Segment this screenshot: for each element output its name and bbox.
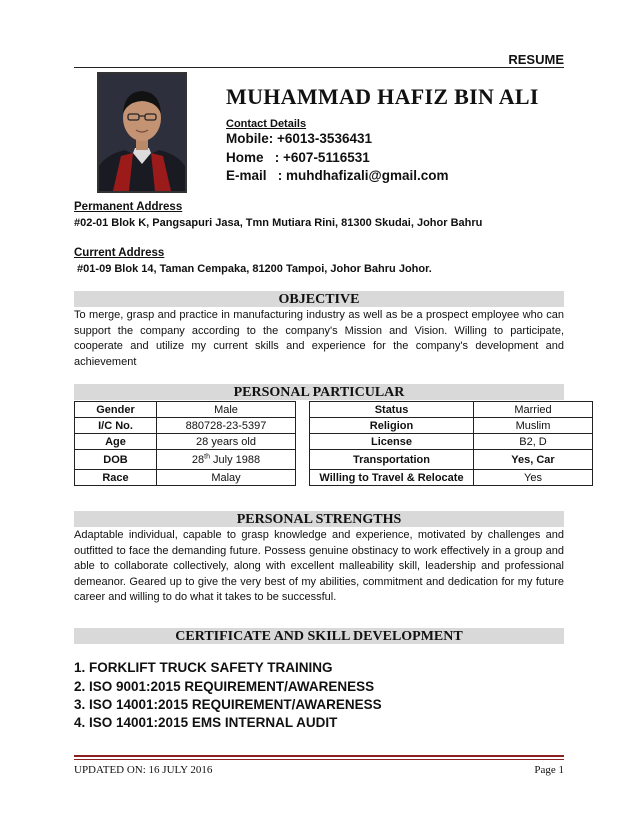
current-address-value: #01-09 Blok 14, Taman Cempaka, 81200 Tampoi, Johor Bahru Johor. bbox=[74, 263, 432, 275]
email-line bbox=[226, 168, 448, 183]
objective-heading: OBJECTIVE bbox=[74, 291, 564, 307]
table-value bbox=[157, 450, 296, 470]
table-label: Age bbox=[75, 434, 157, 450]
table-label: Gender bbox=[75, 402, 157, 418]
certificate-heading: CERTIFICATE AND SKILL DEVELOPMENT bbox=[74, 628, 564, 644]
table-row bbox=[310, 450, 593, 470]
contact-details-title: Contact Details bbox=[226, 118, 307, 130]
table-row bbox=[75, 402, 296, 418]
list-item: 2. ISO 9001:2015 REQUIREMENT/AWARENESS bbox=[74, 679, 375, 694]
person-photo-icon bbox=[99, 74, 185, 191]
table-value: Married bbox=[474, 402, 593, 418]
dob-day: 28 bbox=[191, 453, 205, 466]
table-label: DOB bbox=[75, 450, 157, 470]
candidate-name: MUHAMMAD HAFIZ BIN ALI bbox=[226, 84, 539, 109]
list-item: 1. FORKLIFT TRUCK SAFETY TRAINING bbox=[74, 660, 333, 675]
permanent-address-title: Permanent Address bbox=[74, 201, 183, 213]
resume-label: RESUME bbox=[508, 52, 564, 67]
dob-month-year: July 1988 bbox=[209, 453, 261, 466]
table-value: Yes, Car bbox=[474, 450, 593, 470]
table-label: Religion bbox=[310, 418, 474, 434]
table-row bbox=[310, 418, 593, 434]
mobile-label: Mobile: bbox=[226, 131, 274, 146]
table-row bbox=[75, 434, 296, 450]
list-item: 3. ISO 14001:2015 REQUIREMENT/AWARENESS bbox=[74, 697, 382, 712]
footer-divider bbox=[74, 755, 564, 757]
table-value: Muslim bbox=[474, 418, 593, 434]
objective-text: To merge, grasp and practice in manufacturing industry as well as be a prospect employee who can support the company according to the company's Mission and Vision. Willing to participate, cooperate and utilize my current skills and experience for the company's development and achievement bbox=[74, 309, 564, 368]
footer-divider-thin bbox=[74, 759, 564, 760]
page-number: Page 1 bbox=[534, 764, 564, 776]
mobile-value: +6013-3536431 bbox=[277, 131, 372, 146]
personal-strengths-text: Adaptable individual, capable to grasp knowledge and experience, motivated by challenges and outfitted to face the demanding future. Possess genuine obstinacy to work effectively in a group and able to collaborate collectively, along with excellent malleability skill, leadership and professional demeanor. Geared up to give the very best of my abilities, commitment and dedication for my future career and willing to do what it takes to be successful. bbox=[74, 529, 564, 604]
personal-particular-table-right bbox=[309, 401, 593, 486]
personal-particular-heading: PERSONAL PARTICULAR bbox=[74, 384, 564, 400]
email-label: E-mail : bbox=[226, 168, 283, 183]
dob-suffix: th bbox=[204, 452, 210, 460]
table-row bbox=[75, 470, 296, 486]
table-row bbox=[310, 434, 593, 450]
table-value: Malay bbox=[157, 470, 296, 486]
mobile-line bbox=[226, 131, 372, 146]
table-label: Status bbox=[310, 402, 474, 418]
home-label: Home : bbox=[226, 150, 280, 165]
home-value: +607-5116531 bbox=[283, 150, 370, 165]
profile-photo bbox=[97, 72, 187, 193]
table-value: 880728-23-5397 bbox=[157, 418, 296, 434]
table-row bbox=[310, 402, 593, 418]
current-address-title: Current Address bbox=[74, 247, 165, 259]
table-value: 28 years old bbox=[157, 434, 296, 450]
personal-strengths-heading: PERSONAL STRENGTHS bbox=[74, 511, 564, 527]
table-label: Race bbox=[75, 470, 157, 486]
table-row bbox=[310, 470, 593, 486]
home-line bbox=[226, 150, 370, 165]
table-row bbox=[75, 450, 296, 470]
table-label: Willing to Travel & Relocate bbox=[310, 470, 474, 486]
table-value: Yes bbox=[474, 470, 593, 486]
table-row bbox=[75, 418, 296, 434]
table-value: B2, D bbox=[474, 434, 593, 450]
table-label: License bbox=[310, 434, 474, 450]
permanent-address-value: #02-01 Blok K, Pangsapuri Jasa, Tmn Mutiara Rini, 81300 Skudai, Johor Bahru bbox=[74, 217, 483, 229]
table-label: Transportation bbox=[310, 450, 474, 470]
updated-date: UPDATED ON: 16 JULY 2016 bbox=[74, 764, 213, 776]
list-item: 4. ISO 14001:2015 EMS INTERNAL AUDIT bbox=[74, 715, 338, 730]
table-value: Male bbox=[157, 402, 296, 418]
table-label: I/C No. bbox=[75, 418, 157, 434]
email-value[interactable]: muhdhafizali@gmail.com bbox=[286, 168, 449, 183]
personal-particular-table-left bbox=[74, 401, 296, 486]
header-divider bbox=[74, 67, 564, 68]
